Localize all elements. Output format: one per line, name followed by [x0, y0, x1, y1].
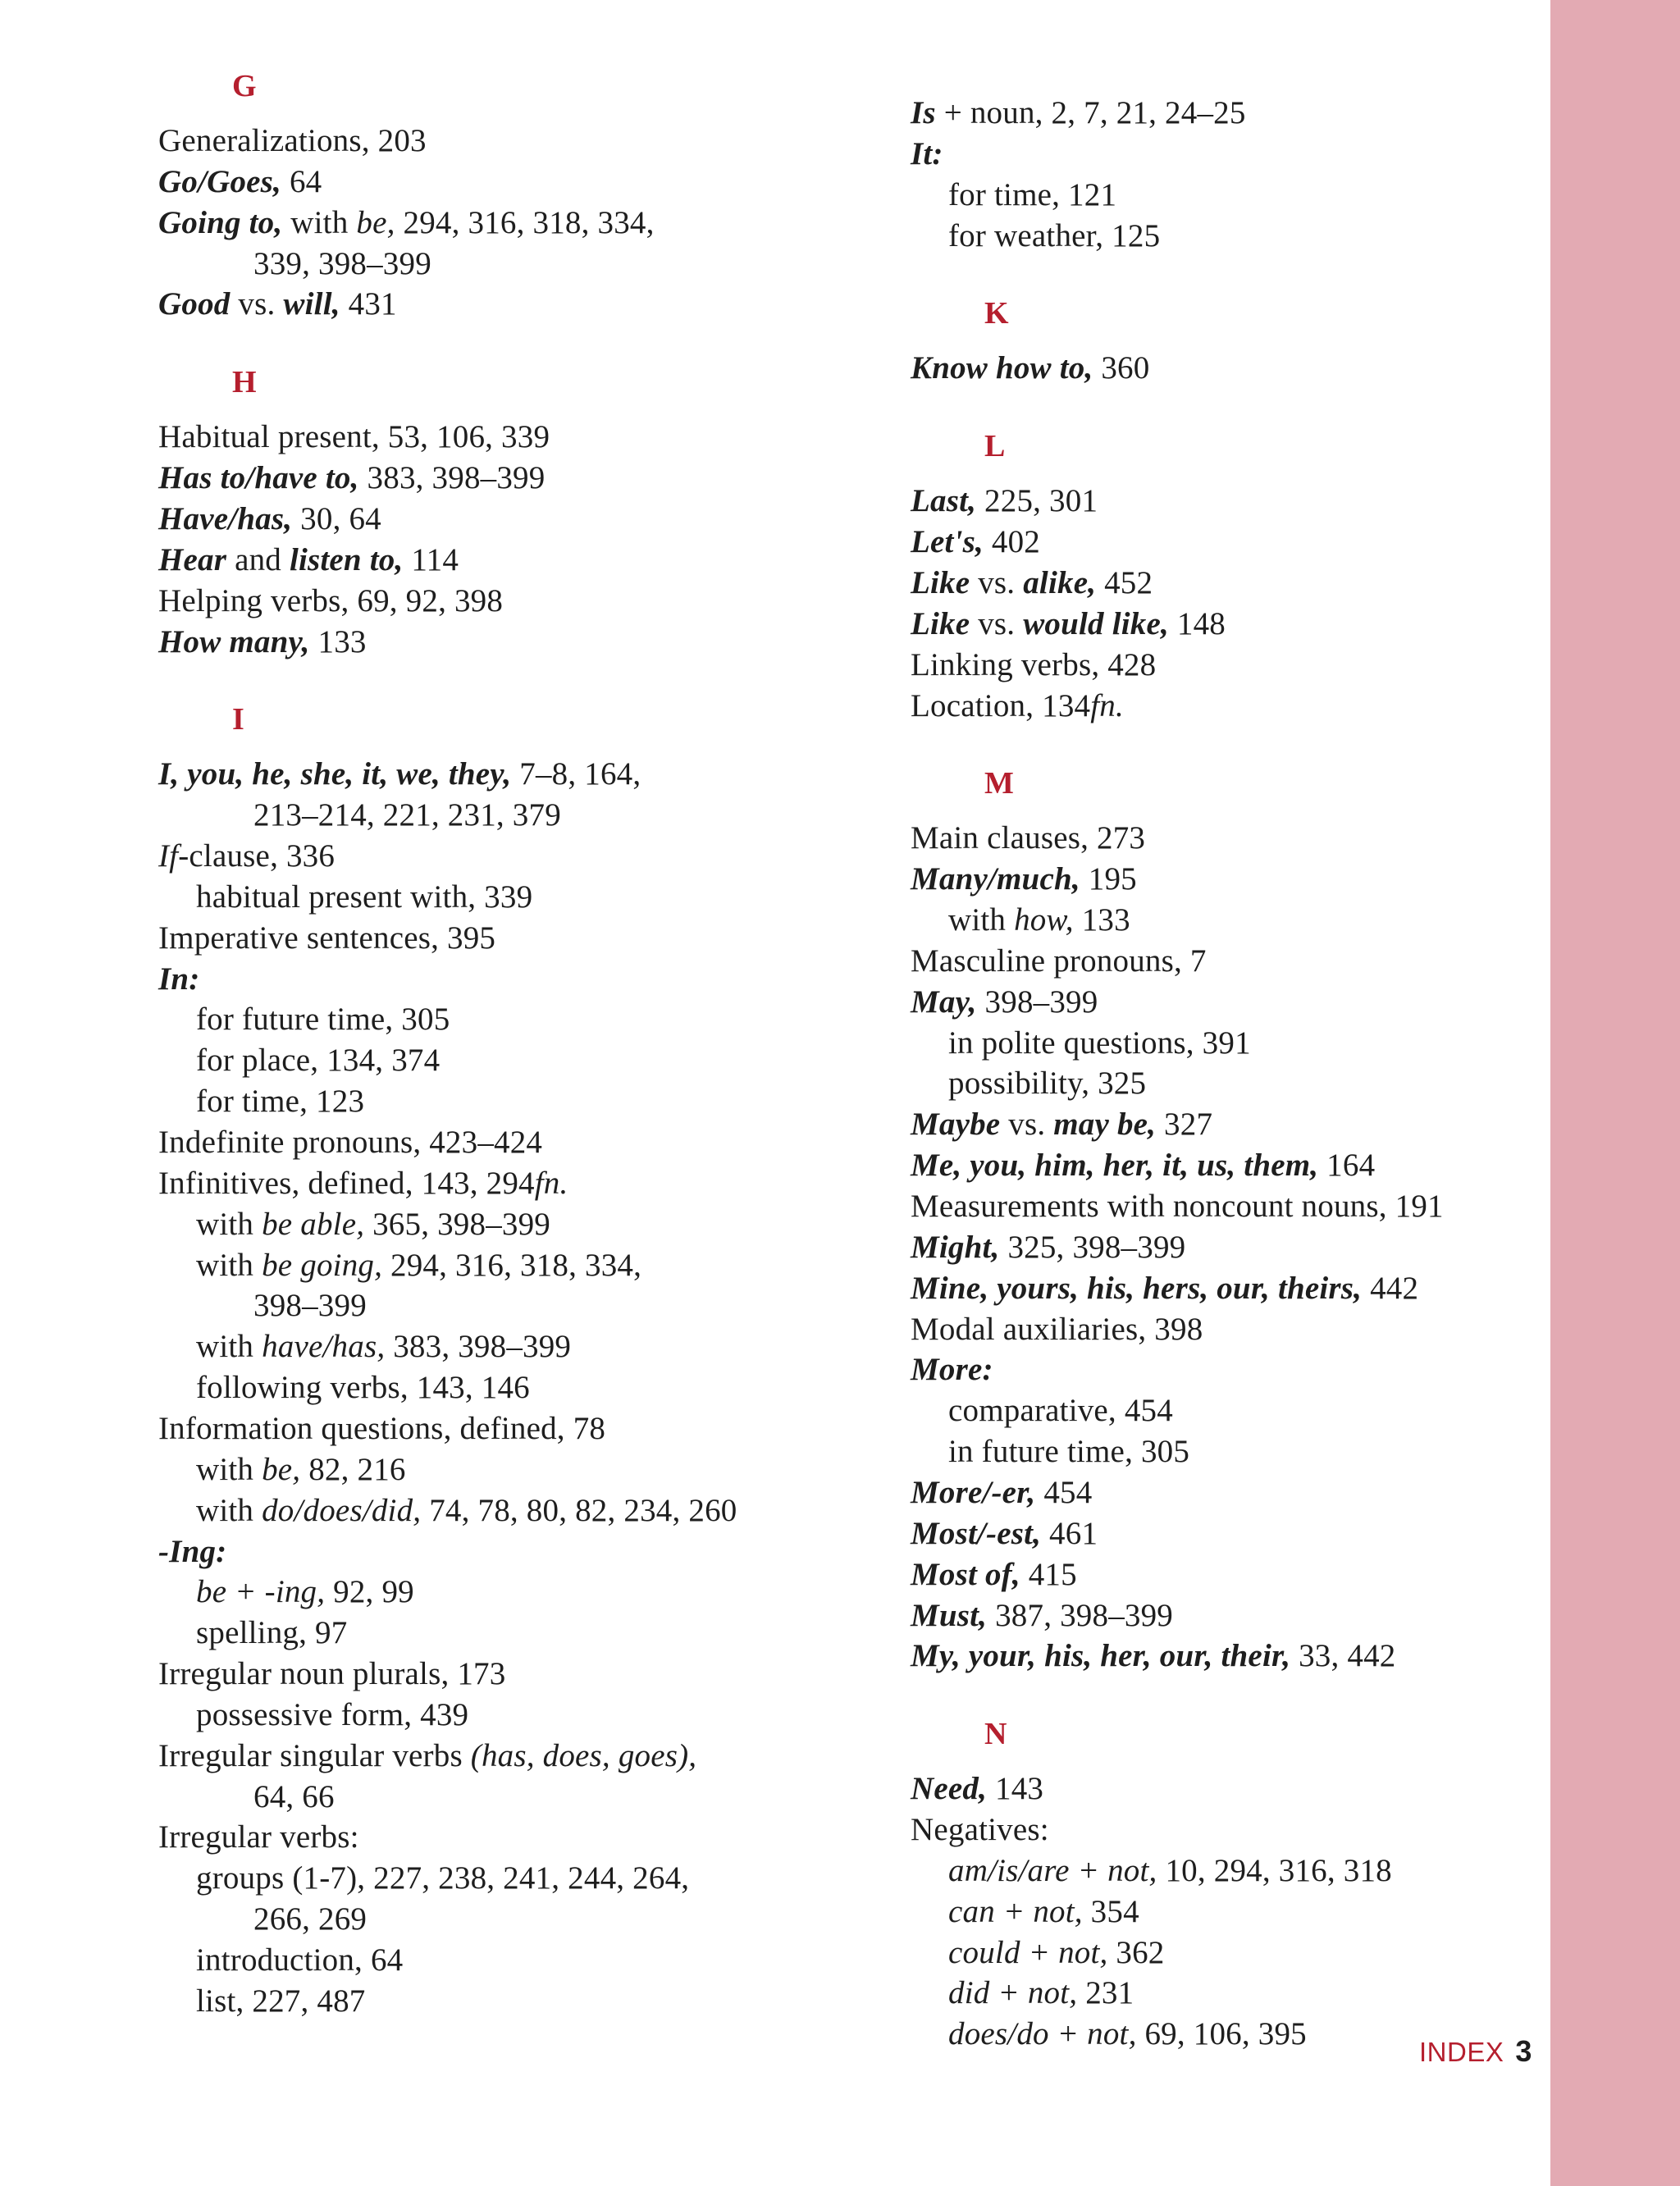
entry-text: in future time, 305 [948, 1434, 1190, 1470]
entry-term: Go/Goes, [158, 163, 282, 199]
entry-text: Linking verbs, 428 [911, 646, 1157, 682]
index-subentry [158, 1899, 367, 1940]
entry-term-wrapper [911, 1638, 1290, 1673]
entry-text: 148 [1168, 605, 1226, 641]
entry-text: 266, 269 [253, 1901, 368, 1937]
entry-text: Masculine pronouns, 7 [911, 942, 1207, 979]
entry-term-wrapper [911, 1557, 1020, 1592]
entry-italic-text: did + not, [948, 1975, 1078, 2011]
index-entry [158, 1654, 505, 1695]
index-subentry [158, 1613, 347, 1654]
entry-term: Many/much, [911, 861, 1080, 897]
entry-term: More/-er, [911, 1474, 1036, 1510]
entry-term: Is [911, 95, 936, 130]
entry-term-wrapper [158, 542, 226, 577]
entry-term: Mine, yours, his, hers, our, theirs, [911, 1270, 1363, 1306]
entry-italic-text: be going, [262, 1247, 383, 1283]
entry-italic-text: how, [1014, 902, 1074, 938]
section-letter-h: H [232, 365, 257, 400]
entry-text: 143 [987, 1771, 1044, 1807]
entry-italic-text: be + -ing, [196, 1574, 326, 1610]
entry-term-wrapper [158, 286, 230, 322]
index-entry [158, 417, 550, 458]
entry-italic-text: can + not, [948, 1893, 1083, 1929]
entry-term-wrapper [911, 1148, 1318, 1183]
entry-italic-text: fn. [534, 1165, 568, 1201]
entry-text: 362 [1107, 1934, 1165, 1970]
entry-term-wrapper [911, 350, 1093, 386]
entry-term: Need, [911, 1771, 988, 1807]
index-subentry [158, 1572, 414, 1613]
entry-text: with [196, 1247, 262, 1283]
index-subentry [158, 999, 450, 1040]
entry-term-wrapper [911, 861, 1080, 897]
index-entry [911, 1309, 1203, 1350]
index-subentry [158, 1285, 367, 1326]
entry-italic-text: be, [262, 1451, 301, 1487]
entry-term-wrapper [158, 624, 310, 659]
entry-term: Most/-est, [911, 1515, 1042, 1551]
entry-text: 452 [1096, 564, 1153, 600]
page-footer [1419, 2034, 1532, 2069]
index-entry [911, 686, 1124, 727]
side-color-band [1550, 0, 1680, 2186]
entry-term-wrapper [158, 205, 282, 240]
entry-term: It: [911, 135, 943, 171]
index-entry [911, 563, 1153, 604]
index-entry [911, 1636, 1396, 1677]
entry-text: 64 [281, 163, 322, 199]
entry-text: 133 [309, 623, 367, 659]
entry-text: 398–399 [253, 1288, 367, 1324]
section-letter-m: M [984, 766, 1015, 801]
entry-text: 64, 66 [253, 1778, 335, 1814]
entry-text: 431 [340, 286, 397, 322]
entry-term-wrapper [911, 1107, 1000, 1142]
entry-term: Have/has, [158, 500, 293, 536]
entry-text: 383, 398–399 [358, 460, 546, 496]
entry-term-wrapper [158, 501, 292, 536]
entry-term: Let's, [911, 524, 984, 560]
index-entry [911, 1104, 1212, 1145]
entry-term-wrapper [911, 606, 970, 641]
index-subentry [158, 244, 431, 285]
entry-italic-text: have/has, [262, 1329, 386, 1365]
entry-text: 325, 398–399 [999, 1229, 1186, 1265]
entry-term: Like [911, 605, 970, 641]
index-subentry [158, 1695, 468, 1736]
entry-text: -clause, 336 [178, 838, 336, 874]
entry-term-wrapper [158, 460, 359, 495]
entry-text: Negatives: [911, 1812, 1049, 1848]
entry-text: for future time, 305 [196, 1002, 450, 1038]
index-entry [158, 1408, 605, 1449]
index-subentry [911, 1063, 1146, 1104]
entry-term-wrapper [911, 1475, 1035, 1510]
index-subentry [158, 1367, 530, 1408]
index-entry [911, 348, 1149, 389]
entry-text: 442 [1362, 1270, 1419, 1306]
entry-text: 231 [1077, 1975, 1134, 2011]
index-subentry [158, 1777, 335, 1818]
index-entry [911, 1227, 1185, 1268]
index-entry [911, 1809, 1049, 1851]
entry-term: May, [911, 983, 977, 1020]
entry-text: + noun, 2, 7, 21, 24–25 [935, 95, 1246, 130]
entry-text: 415 [1020, 1556, 1077, 1592]
entry-term: Might, [911, 1229, 1000, 1265]
entry-term: would like, [1023, 605, 1169, 641]
entry-text: with [282, 204, 357, 240]
index-entry [911, 1554, 1077, 1595]
entry-term-wrapper [911, 483, 976, 518]
entry-term-wrapper [158, 1534, 226, 1569]
entry-term-wrapper [911, 1516, 1041, 1551]
index-entry [911, 134, 943, 175]
entry-text: Generalizations, 203 [158, 123, 427, 158]
section-letter-l: L [984, 429, 1006, 464]
entry-text: Helping verbs, 69, 92, 398 [158, 582, 504, 618]
index-entry [158, 540, 459, 581]
entry-text: Information questions, defined, 78 [158, 1410, 606, 1446]
index-entry [911, 1145, 1375, 1186]
entry-term: Me, you, him, her, it, us, them, [911, 1148, 1319, 1184]
entry-italic-text: fn. [1090, 687, 1124, 723]
entry-term-wrapper [283, 286, 340, 322]
entry-text: 164 [1318, 1148, 1376, 1184]
entry-text: Habitual present, 53, 106, 339 [158, 419, 550, 455]
index-subentry [158, 877, 532, 918]
entry-text: for place, 134, 374 [196, 1043, 441, 1079]
entry-term-wrapper [158, 756, 511, 792]
entry-text: 294, 316, 318, 334, [395, 204, 655, 240]
index-entry [158, 1531, 226, 1572]
index-entry [911, 1268, 1418, 1309]
entry-text: Irregular singular verbs [158, 1737, 471, 1773]
index-subentry [911, 1023, 1251, 1064]
entry-text: and [226, 541, 290, 577]
entry-text: 387, 398–399 [987, 1597, 1173, 1633]
index-subentry [911, 175, 1116, 216]
entry-text: vs. [230, 286, 284, 322]
entry-text: Indefinite pronouns, 423–424 [158, 1125, 543, 1160]
entry-text: for time, 121 [948, 176, 1117, 212]
entry-term: may be, [1053, 1107, 1157, 1143]
entry-italic-text: am/is/are + not, [948, 1852, 1157, 1888]
entry-text: 383, 398–399 [385, 1329, 572, 1365]
index-subentry [911, 1973, 1134, 2014]
entry-text: comparative, 454 [948, 1393, 1173, 1429]
entry-italic-text: do/does/did, [262, 1492, 422, 1528]
entry-text: 365, 398–399 [364, 1206, 551, 1242]
entry-text: groups (1-7), 227, 238, 241, 244, 264, [196, 1860, 690, 1896]
index-entry [158, 458, 545, 499]
index-entry [911, 941, 1207, 982]
index-subentry [911, 2014, 1307, 2055]
index-entry [911, 1595, 1173, 1636]
entry-text: with [948, 902, 1015, 938]
entry-text: 294, 316, 318, 334, [382, 1247, 642, 1283]
entry-text: Irregular noun plurals, 173 [158, 1656, 506, 1692]
index-entry [158, 1817, 359, 1858]
entry-term: -Ing: [158, 1533, 227, 1569]
entry-text: 10, 294, 316, 318 [1157, 1852, 1392, 1888]
entry-text: for time, 123 [196, 1084, 365, 1120]
index-subentry [911, 1431, 1189, 1472]
index-entry [158, 754, 641, 795]
index-entry [911, 1768, 1043, 1809]
entry-text: with [196, 1329, 262, 1365]
entry-text: habitual present with, 339 [196, 879, 533, 915]
index-subentry [911, 216, 1160, 257]
index-subentry [911, 900, 1130, 941]
entry-term: Most of, [911, 1556, 1020, 1592]
entry-term-wrapper [911, 565, 970, 600]
entry-italic-text: If [158, 838, 179, 874]
entry-term-wrapper [1023, 606, 1169, 641]
entry-term-wrapper [158, 164, 281, 199]
index-subentry [911, 1933, 1165, 1974]
entry-term-wrapper [911, 1271, 1362, 1306]
entry-term: Hear [158, 541, 227, 577]
entry-text: Main clauses, 273 [911, 820, 1146, 856]
entry-term: More: [911, 1352, 993, 1388]
entry-text: 30, 64 [292, 500, 381, 536]
index-entry [158, 581, 503, 622]
index-entry [911, 1186, 1444, 1227]
index-entry [158, 499, 381, 540]
entry-text: with [196, 1206, 262, 1242]
entry-term-wrapper [911, 1771, 987, 1806]
entry-text: with [196, 1451, 262, 1487]
entry-text: 92, 99 [325, 1574, 414, 1610]
entry-term-wrapper [1023, 565, 1096, 600]
index-subentry [158, 1204, 550, 1245]
index-entry [911, 859, 1137, 900]
entry-term: Know how to, [911, 350, 1093, 386]
entry-text: 213–214, 221, 231, 379 [253, 797, 561, 833]
entry-term-wrapper [158, 961, 199, 997]
entry-term: alike, [1023, 564, 1097, 600]
entry-term: will, [283, 286, 340, 322]
entry-text: 69, 106, 395 [1136, 2016, 1307, 2052]
index-subentry [158, 1326, 571, 1367]
entry-text: Measurements with noncount nouns, 191 [911, 1189, 1444, 1224]
entry-text: 7–8, 164, [511, 756, 641, 792]
entry-text: list, 227, 487 [196, 1983, 366, 2019]
entry-term-wrapper [911, 1598, 987, 1633]
index-entry [158, 121, 427, 162]
entry-term: I, you, he, she, it, we, they, [158, 756, 512, 792]
entry-text: possessive form, 439 [196, 1696, 469, 1732]
index-entry [158, 836, 335, 877]
footer-index-label: INDEX [1419, 2037, 1504, 2067]
entry-text: with [196, 1492, 262, 1528]
index-entry [911, 818, 1145, 859]
index-entry [158, 1122, 542, 1163]
index-entry [911, 604, 1226, 645]
entry-term-wrapper [911, 1352, 993, 1387]
entry-term: Like [911, 564, 970, 600]
entry-text: 461 [1041, 1515, 1098, 1551]
entry-term: Good [158, 286, 231, 322]
index-entry [158, 1163, 568, 1204]
index-subentry [158, 1940, 403, 1981]
index-entry [158, 284, 397, 325]
entry-text: Modal auxiliaries, 398 [911, 1311, 1203, 1347]
index-subentry [158, 1040, 440, 1081]
index-entry [911, 645, 1156, 686]
entry-term: Must, [911, 1597, 988, 1633]
entry-text: for weather, 125 [948, 217, 1161, 253]
entry-text: 327 [1156, 1107, 1213, 1143]
section-letter-g: G [232, 69, 257, 103]
entry-text: vs. [970, 564, 1024, 600]
entry-term: Last, [911, 483, 977, 519]
entry-text: 225, 301 [976, 483, 1098, 519]
entry-term-wrapper [911, 136, 943, 171]
entry-italic-text: be able, [262, 1206, 365, 1242]
entry-text: possibility, 325 [948, 1066, 1147, 1102]
index-entry [158, 162, 322, 203]
entry-text: introduction, 64 [196, 1942, 404, 1978]
index-subentry [158, 1490, 737, 1531]
entry-term-wrapper [1053, 1107, 1156, 1142]
entry-text: 133 [1073, 902, 1130, 938]
index-subentry [158, 1081, 364, 1122]
entry-text: 360 [1093, 350, 1150, 386]
section-letter-n: N [984, 1717, 1007, 1752]
entry-text: in polite questions, 391 [948, 1025, 1251, 1061]
entry-term-wrapper [911, 1230, 1000, 1265]
index-entry [158, 622, 367, 663]
entry-term-wrapper [290, 542, 404, 577]
entry-term: Maybe [911, 1107, 1001, 1143]
index-subentry [158, 1449, 406, 1490]
entry-text: 354 [1082, 1893, 1139, 1929]
index-subentry [911, 1851, 1392, 1892]
entry-text: Location, 134 [911, 687, 1091, 723]
index-subentry [911, 1892, 1139, 1933]
index-entry [158, 918, 495, 959]
index-entry [911, 481, 1098, 522]
entry-term-wrapper [911, 524, 984, 559]
entry-text: 339, 398–399 [253, 245, 431, 281]
entry-text: vs. [1000, 1107, 1054, 1143]
index-subentry [158, 1245, 641, 1286]
entry-term: How many, [158, 623, 310, 659]
entry-italic-text: could + not, [948, 1934, 1108, 1970]
section-letter-k: K [984, 296, 1009, 331]
entry-term: My, your, his, her, our, their, [911, 1638, 1291, 1674]
entry-text: Irregular verbs: [158, 1819, 359, 1855]
index-entry [158, 203, 655, 244]
page-number: 3 [1515, 2034, 1532, 2068]
entry-term: listen to, [289, 541, 404, 577]
entry-text: 402 [983, 524, 1040, 560]
index-entry [911, 1349, 993, 1390]
index-entry [158, 1736, 696, 1777]
index-entry [158, 959, 199, 1000]
entry-text: following verbs, 143, 146 [196, 1370, 530, 1406]
entry-text: vs. [970, 605, 1024, 641]
section-letter-i: I [232, 702, 244, 737]
entry-term: Has to/have to, [158, 460, 359, 496]
index-subentry [158, 1858, 689, 1899]
entry-term-wrapper [911, 95, 936, 130]
index-entry [911, 1472, 1092, 1513]
index-entry [911, 982, 1098, 1023]
entry-term-wrapper [911, 984, 977, 1020]
entry-text: 454 [1035, 1474, 1093, 1510]
entry-italic-text: (has, does, goes), [470, 1737, 697, 1773]
entry-text: 82, 216 [300, 1451, 406, 1487]
entry-term: Going to, [158, 204, 283, 240]
entry-text: 114 [403, 541, 459, 577]
index-subentry [911, 1390, 1173, 1431]
index-entry [911, 522, 1040, 563]
index-entry [911, 93, 1246, 134]
entry-text: spelling, 97 [196, 1615, 348, 1651]
entry-italic-text: be, [356, 204, 395, 240]
entry-term: In: [158, 961, 200, 997]
entry-italic-text: does/do + not, [948, 2016, 1137, 2052]
entry-text: 195 [1080, 861, 1137, 897]
entry-text: Infinitives, defined, 143, 294 [158, 1165, 535, 1201]
index-subentry [158, 795, 561, 836]
entry-text: 398–399 [976, 983, 1098, 1020]
index-subentry [158, 1981, 365, 2022]
entry-text: 74, 78, 80, 82, 234, 260 [421, 1492, 737, 1528]
index-entry [911, 1513, 1098, 1554]
entry-text: 33, 442 [1290, 1638, 1396, 1674]
entry-text: Imperative sentences, 395 [158, 920, 496, 956]
